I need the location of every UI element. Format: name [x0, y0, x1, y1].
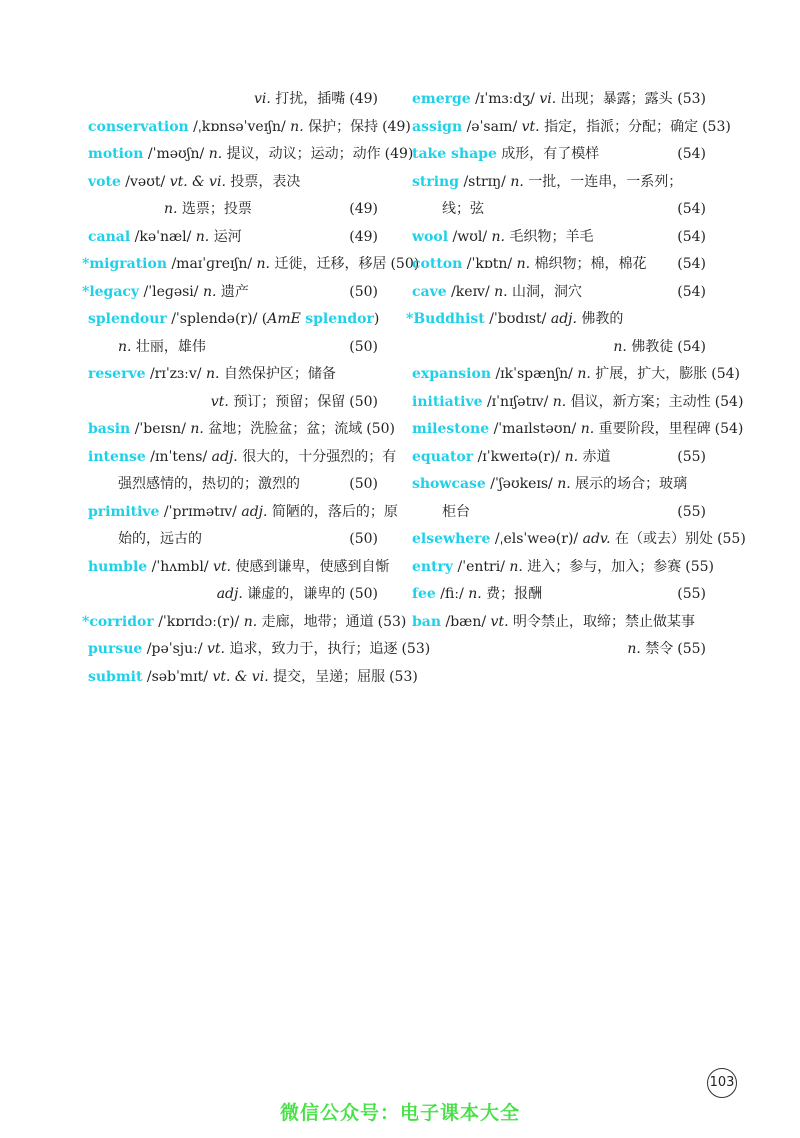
entry-text — [88, 334, 345, 362]
glossary-entry-line — [82, 279, 378, 307]
headword: *corridor — [82, 613, 154, 630]
glossary-entry-line — [88, 554, 390, 582]
headword: basin — [88, 421, 131, 437]
glossary-entry-line — [412, 389, 744, 417]
definition-text: 强烈感情的，热切的；激烈的 — [118, 476, 300, 492]
entry-text — [88, 169, 374, 197]
headword: *Buddhist — [406, 311, 485, 327]
page-reference: (54) — [677, 201, 706, 217]
entry-text — [412, 251, 673, 279]
definition-text: 出现；暴露；露头 — [556, 91, 673, 107]
definition-text: /ɪˈkweɪtə(r)/ — [473, 448, 565, 465]
headword: cotton — [412, 256, 463, 272]
glossary-entry-line — [88, 416, 396, 444]
definition-text: /ˈbʊdɪst/ — [484, 311, 551, 327]
glossary-entry-line — [88, 306, 378, 334]
part-of-speech: vt. — [490, 613, 509, 630]
glossary-right-column — [406, 86, 746, 664]
definition-text: /ˈsplendə(r)/ ( — [166, 311, 268, 327]
glossary-entry-line — [88, 114, 411, 142]
part-of-speech: n. — [516, 256, 531, 272]
entry-text — [412, 636, 673, 664]
entry-text — [412, 554, 681, 582]
definition-text: /ˈentri/ — [453, 558, 510, 575]
page-reference: (54) — [714, 393, 744, 410]
glossary-entry-line — [88, 581, 378, 609]
definition-text: /səbˈmɪt/ — [142, 668, 213, 685]
page-reference: (49) — [384, 146, 414, 162]
definition-text: 倡议，新方案；主动性 — [566, 393, 711, 410]
definition-text: 使感到谦卑，使感到自惭 — [231, 558, 390, 575]
glossary-entry-line — [412, 169, 706, 197]
definition-text: /əˈsaɪn/ — [462, 118, 522, 135]
entry-text — [88, 581, 345, 609]
part-of-speech: n. — [557, 476, 571, 492]
page-reference: (54) — [711, 366, 740, 382]
definition-text: 佛教的 — [576, 311, 624, 327]
headword: string — [412, 173, 460, 190]
page-reference: (53) — [677, 91, 706, 107]
page-reference: (49) — [349, 228, 378, 245]
glossary-entry-line — [412, 196, 706, 224]
headword: initiative — [412, 393, 483, 410]
glossary-entry-line — [412, 334, 706, 362]
part-of-speech: n. — [205, 366, 220, 382]
headword: cave — [412, 283, 447, 300]
glossary-entry-line — [412, 251, 706, 279]
headword: ban — [412, 613, 442, 630]
page-reference: (54) — [714, 421, 744, 437]
part-of-speech: n. — [509, 558, 523, 575]
entry-text — [82, 251, 386, 279]
glossary-entry-line — [88, 389, 378, 417]
page-reference: (54) — [677, 228, 706, 245]
headword: entry — [412, 558, 454, 575]
definition-text: 运河 — [209, 228, 242, 245]
definition-text: 始的，远古的 — [118, 531, 202, 547]
glossary-entry-line — [88, 444, 397, 472]
part-of-speech: vt. & vi. — [169, 173, 226, 190]
headword: pursue — [88, 641, 143, 657]
glossary-entry-line — [88, 526, 378, 554]
part-of-speech: n. — [190, 421, 204, 437]
part-of-speech: vt. — [210, 393, 229, 410]
headword: fee — [412, 586, 436, 602]
headword: *legacy — [82, 283, 140, 300]
entry-text — [88, 499, 398, 527]
definition-text: 自然保护区；储备 — [219, 366, 336, 382]
page-reference: (55) — [685, 558, 715, 575]
definition-text: /ɪˈmɜːdʒ/ — [470, 91, 540, 107]
definition-text: 打扰，插嘴 — [270, 91, 346, 107]
glossary-entry-line — [88, 334, 378, 362]
definition-text: 成形，有了模样 — [496, 146, 600, 162]
entry-text — [412, 361, 707, 389]
headword: elsewhere — [412, 531, 491, 547]
definition-text: /ˈʃəʊkeɪs/ — [485, 476, 558, 492]
entry-text — [412, 609, 702, 637]
glossary-entry-line — [412, 609, 706, 637]
definition-text: /ɪnˈtens/ — [145, 448, 212, 465]
part-of-speech: n. — [202, 283, 217, 300]
page-reference: (50) — [390, 256, 420, 272]
glossary-entry-line — [88, 471, 378, 499]
glossary-entry-line — [412, 499, 706, 527]
part-of-speech: n. — [494, 283, 508, 300]
headword: primitive — [88, 503, 160, 520]
definition-text: /vəʊt/ — [120, 173, 170, 190]
headword: submit — [88, 668, 143, 685]
page-reference: (53) — [401, 641, 431, 657]
definition-text: /ˈkɒrɪdɔː(r)/ — [153, 613, 244, 630]
definition-text: /strɪŋ/ — [459, 173, 511, 190]
entry-text — [88, 306, 379, 334]
page-reference: (55) — [677, 448, 706, 465]
definition-text: 谦虚的，谦卑的 — [242, 586, 346, 602]
definition-text: /ˈbeɪsn/ — [130, 421, 191, 437]
glossary-entry-line — [412, 279, 706, 307]
page-reference: (50) — [349, 283, 378, 300]
headword: intense — [88, 448, 146, 465]
part-of-speech: n. — [208, 146, 223, 162]
entry-text — [88, 86, 345, 114]
glossary-entry-line — [82, 251, 420, 279]
definition-text: /bæn/ — [441, 613, 491, 630]
page-reference: (50) — [349, 586, 378, 602]
part-of-speech: adj. — [550, 311, 577, 327]
definition-text: /ˈkɒtn/ — [462, 256, 517, 272]
entry-text — [88, 664, 385, 692]
entry-text — [88, 554, 389, 582]
glossary-entry-line — [406, 306, 706, 334]
headword: vote — [88, 173, 121, 190]
headword: motion — [88, 146, 144, 162]
part-of-speech: n. — [164, 201, 178, 217]
entry-text — [88, 224, 345, 252]
glossary-entry-line — [88, 499, 398, 527]
page-reference: (49) — [349, 91, 378, 107]
page-reference: (50) — [349, 393, 378, 410]
part-of-speech: adj. — [241, 503, 268, 520]
definition-text: /ˈmaɪlstəʊn/ — [489, 421, 581, 437]
definition-text: 提交，呈递；屈服 — [268, 668, 386, 685]
part-of-speech: adj. — [211, 448, 238, 465]
headword: humble — [88, 558, 148, 575]
part-of-speech: n. — [564, 448, 579, 465]
page-reference: (50) — [349, 476, 378, 492]
definition-text: 棉织物；棉，棉花 — [530, 256, 647, 272]
entry-text — [412, 196, 673, 224]
headword: splendour — [88, 311, 167, 327]
part-of-speech: AmE — [267, 311, 301, 327]
page-reference: (50) — [349, 531, 378, 547]
headword: splendor — [305, 311, 374, 327]
glossary-entry-line — [412, 416, 744, 444]
glossary-entry-line — [88, 361, 378, 389]
part-of-speech: n. — [552, 393, 567, 410]
part-of-speech: vt. — [521, 118, 540, 135]
part-of-speech: n. — [468, 586, 482, 602]
definition-text: 佛教徒 — [626, 338, 674, 355]
entry-text — [412, 416, 711, 444]
definition-text: /ˈprɪmətɪv/ — [159, 503, 242, 520]
headword: reserve — [88, 366, 146, 382]
definition-text: /ˈhʌmbl/ — [147, 558, 214, 575]
page-reference: (49) — [382, 118, 411, 135]
definition-text: /ˈleɡəsi/ — [139, 283, 203, 300]
definition-text: 费；报酬 — [481, 586, 543, 602]
entry-text — [88, 636, 397, 664]
entry-text — [88, 526, 345, 554]
glossary-entry-line — [412, 526, 746, 554]
headword: wool — [412, 228, 449, 245]
headword: equator — [412, 448, 474, 465]
entry-text — [412, 471, 702, 499]
definition-text: 很大的，十分强烈的；有 — [237, 448, 397, 465]
definition-text: /ˈməʊʃn/ — [143, 146, 209, 162]
glossary-entry-line — [412, 86, 706, 114]
definition-text: 走廊，地带；通道 — [257, 613, 374, 630]
part-of-speech: n. — [118, 338, 132, 355]
definition-text: 禁令 — [640, 641, 674, 657]
glossary-entry-line — [88, 86, 378, 114]
glossary-entry-line — [88, 169, 378, 197]
part-of-speech: n. — [195, 228, 210, 245]
definition-text: ) — [373, 311, 380, 327]
page-reference: (55) — [677, 586, 706, 602]
definition-text: /rɪˈzɜːv/ — [145, 366, 206, 382]
part-of-speech: n. — [256, 256, 270, 272]
page-number: 103 — [707, 1068, 737, 1098]
entry-text — [88, 141, 381, 169]
definition-text: /ɪˈnɪʃətɪv/ — [482, 393, 553, 410]
entry-text — [412, 581, 673, 609]
definition-text: /kəˈnæl/ — [130, 228, 196, 245]
page-reference: (55) — [677, 503, 706, 520]
entry-text — [412, 279, 673, 307]
part-of-speech: n. — [627, 641, 641, 657]
entry-text — [406, 306, 702, 334]
entry-text — [412, 389, 711, 417]
glossary-entry-line — [88, 636, 431, 664]
page-reference: (50) — [349, 338, 378, 355]
definition-text: 在（或去）别处 — [610, 531, 714, 547]
definition-text: 线；弦 — [442, 201, 484, 217]
entry-text — [412, 141, 673, 169]
definition-text: 遗产 — [216, 283, 249, 300]
definition-text: 预订；预留；保留 — [228, 393, 346, 410]
glossary-entry-line — [412, 581, 706, 609]
definition-text: 选票；投票 — [177, 201, 252, 217]
entry-text — [88, 444, 396, 472]
page-reference: (54) — [677, 338, 706, 355]
definition-text: 柜台 — [442, 503, 470, 520]
glossary-entry-line — [88, 664, 418, 692]
entry-text — [88, 416, 362, 444]
definition-text: 展示的场合；玻璃 — [570, 476, 688, 492]
definition-text: /keɪv/ — [446, 283, 495, 300]
page-reference: (54) — [677, 283, 706, 300]
glossary-entry-line — [412, 554, 715, 582]
definition-text: 赤道 — [578, 448, 611, 465]
page-reference: (49) — [349, 201, 378, 217]
part-of-speech: n. — [290, 118, 304, 135]
page-reference: (55) — [677, 641, 706, 657]
entry-text — [88, 361, 374, 389]
headword: expansion — [412, 366, 492, 382]
glossary-entry-line — [88, 224, 378, 252]
page-reference: (55) — [717, 531, 746, 547]
headword: conservation — [88, 118, 189, 135]
page-reference: (53) — [377, 613, 407, 630]
headword: take shape — [412, 146, 497, 162]
glossary-entry-line — [88, 141, 414, 169]
entry-text — [412, 224, 673, 252]
glossary-entry-line — [412, 114, 731, 142]
definition-text: 迁徙，迁移，移居 — [270, 256, 387, 272]
part-of-speech: n. — [580, 421, 595, 437]
part-of-speech: adv. — [582, 531, 611, 547]
definition-text: 追求，致力于，执行；追逐 — [225, 641, 398, 657]
definition-text: /pəˈsjuː/ — [142, 641, 208, 657]
definition-text: 投票，表决 — [225, 173, 301, 190]
part-of-speech: n. — [613, 338, 627, 355]
part-of-speech: n. — [577, 366, 591, 382]
part-of-speech: vi. — [253, 91, 271, 107]
part-of-speech: n. — [243, 613, 258, 630]
definition-text: 盆地；洗脸盆；盆；流域 — [203, 421, 363, 437]
definition-text: /ˌkɒnsəˈveɪʃn/ — [188, 118, 291, 135]
entry-text — [412, 169, 702, 197]
entry-text — [82, 609, 374, 637]
glossary-entry-line — [412, 444, 706, 472]
page-reference: (54) — [677, 146, 706, 162]
definition-text: 简陋的，落后的；原 — [267, 503, 398, 520]
entry-text — [88, 196, 345, 224]
definition-text: 壮丽，雄伟 — [131, 338, 206, 355]
glossary-entry-line — [82, 609, 407, 637]
entry-text — [88, 389, 345, 417]
definition-text: 一批，一连串，一系列； — [523, 173, 683, 190]
definition-text: 指定，指派；分配；确定 — [539, 118, 699, 135]
definition-text: /maɪˈɡreɪʃn/ — [167, 256, 257, 272]
page-reference: (54) — [677, 256, 706, 272]
glossary-entry-line — [412, 361, 740, 389]
page-reference: (53) — [702, 118, 731, 135]
definition-text: /ɪkˈspænʃn/ — [491, 366, 578, 382]
part-of-speech: vi. — [539, 91, 557, 107]
part-of-speech: vt. — [213, 558, 232, 575]
entry-text — [412, 444, 673, 472]
headword: assign — [412, 118, 463, 135]
entry-text — [412, 86, 673, 114]
definition-text: 进入；参与，加入；参赛 — [522, 558, 682, 575]
definition-text: 毛织物；羊毛 — [505, 228, 594, 245]
entry-text — [412, 334, 673, 362]
entry-text — [412, 114, 698, 142]
glossary-entry-line — [412, 471, 706, 499]
footer-watermark: 微信公众号：电子课本大全 — [279, 1102, 520, 1124]
page-reference: (53) — [389, 668, 418, 685]
definition-text: 重要阶段，里程碑 — [594, 421, 711, 437]
definition-text: 明令禁止，取缔；禁止做某事 — [508, 613, 695, 630]
definition-text: 提议，动议；运动；动作 — [222, 146, 381, 162]
definition-text: /wʊl/ — [448, 228, 492, 245]
part-of-speech: vt. & vi. — [212, 668, 269, 685]
definition-text: 山洞，洞穴 — [507, 283, 583, 300]
part-of-speech: adj. — [216, 586, 243, 602]
definition-text: /fiː/ — [435, 586, 469, 602]
definition-text: 保护；保持 — [303, 118, 379, 135]
part-of-speech: vt. — [207, 641, 226, 657]
glossary-entry-line — [88, 196, 378, 224]
entry-text — [88, 114, 378, 142]
glossary-entry-line — [412, 141, 706, 169]
headword: *migration — [82, 256, 167, 272]
part-of-speech: n. — [491, 228, 505, 245]
glossary-entry-line — [412, 224, 706, 252]
entry-text — [88, 471, 345, 499]
definition-text: 扩展，扩大，膨胀 — [590, 366, 708, 382]
headword: emerge — [412, 91, 471, 107]
part-of-speech: n. — [510, 173, 524, 190]
glossary-entry-line — [412, 636, 706, 664]
headword: canal — [88, 228, 131, 245]
definition-text: /ˌelsˈweə(r)/ — [490, 531, 583, 547]
entry-text — [412, 526, 713, 554]
headword: milestone — [412, 421, 490, 437]
entry-text — [412, 499, 673, 527]
page-reference: (50) — [366, 421, 396, 437]
entry-text — [82, 279, 345, 307]
headword: showcase — [412, 476, 486, 492]
